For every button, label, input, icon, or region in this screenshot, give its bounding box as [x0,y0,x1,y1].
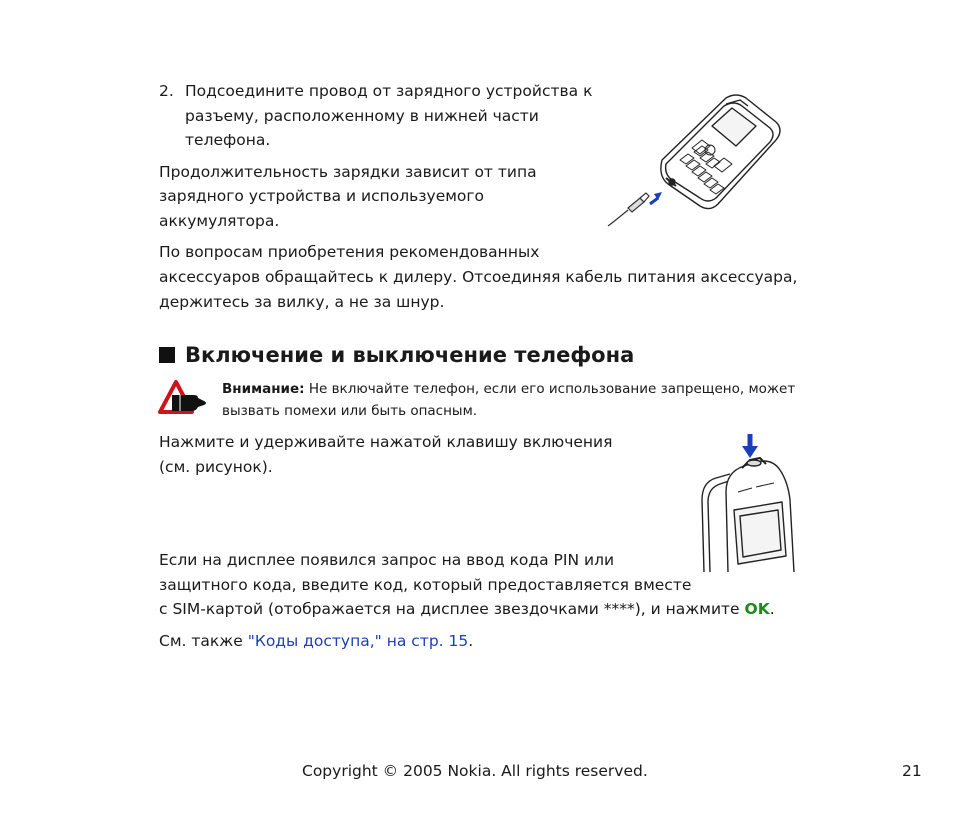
pin-line-2: защитного кода, введите код, который предоставляется вместе [159,576,692,594]
heading-square-icon [159,347,175,363]
see-also-prefix: См. также [159,632,248,650]
pin-line-3-text: с SIM-картой (отображается на дисплее звездочками ****), и нажмите [159,600,745,618]
phone-charging-illustration [606,92,784,232]
warning-label: Внимание: [222,381,305,397]
charge-duration-line-2: зарядного устройства и используемого [159,187,485,205]
charge-duration-line-3: аккумулятора. [159,212,280,230]
pin-line-3 [159,597,775,622]
accessories-line-2: аксессуаров обращайтесь к дилеру. Отсоединяя кабель питания аксессуара, [159,268,798,286]
press-power-line-1: Нажмите и удерживайте нажатой клавишу включения [159,433,613,451]
warning-line-2: вызвать помехи или быть опасным. [222,403,478,419]
accessories-line-3: держитесь за вилку, а не за шнур. [159,293,445,311]
pin-line-1: Если на дисплее появился запрос на ввод кода PIN или [159,551,615,569]
step-2-line-3: телефона. [185,131,271,149]
section-heading [159,341,634,369]
footer-copyright: Copyright © 2005 Nokia. All rights reserved. [302,762,648,780]
charge-duration-line-1: Продолжительность зарядки зависит от типа [159,163,537,181]
warning-text-1: Не включайте телефон, если его использование запрещено, может [304,381,796,397]
warning-hand-icon [158,379,210,415]
ok-softkey-label: OK [744,600,770,618]
press-power-line-2: (см. рисунок). [159,458,273,476]
accessories-line-1: По вопросам приобретения рекомендованных [159,243,540,261]
warning-line-1 [222,378,795,400]
step-2-line-2: разъему, расположенному в нижней части [185,107,539,125]
page-number: 21 [902,762,922,780]
see-also-suffix: . [468,632,474,650]
step-2-number: 2. [159,82,174,100]
pin-line-3-end: . [769,600,775,618]
see-also [159,629,473,654]
phone-power-key-illustration [694,430,798,575]
access-codes-link[interactable]: "Коды доступа," на стр. 15 [247,632,469,650]
step-2-line-1: Подсоедините провод от зарядного устройства к [185,82,593,100]
section-title: Включение и выключение телефона [185,343,635,367]
